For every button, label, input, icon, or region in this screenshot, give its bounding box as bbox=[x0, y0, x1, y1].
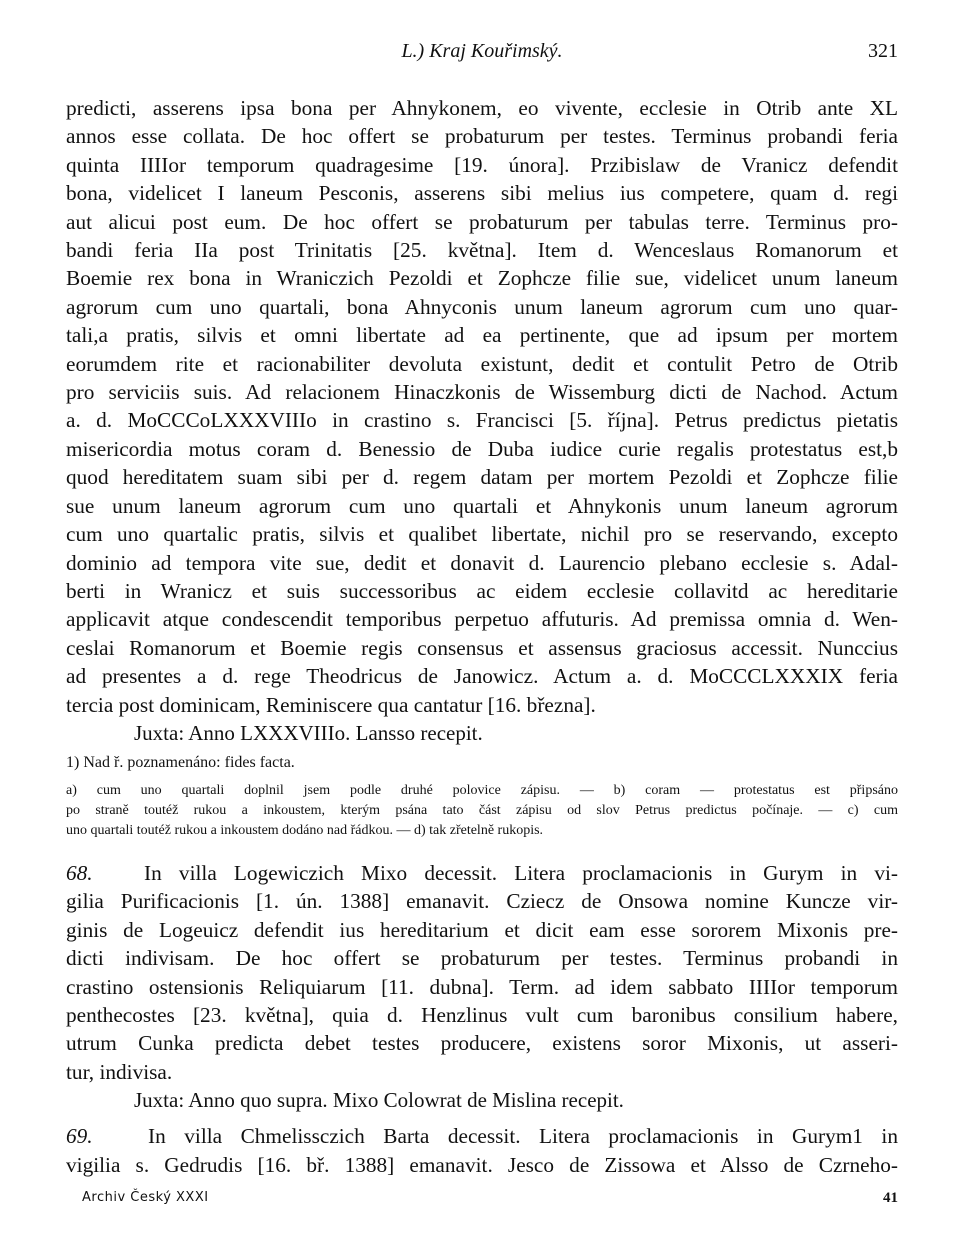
text-line: Boemie rex bona in Wraniczich Pezoldi et Zophcze filie sue, videlicet unum laneum bbox=[66, 266, 898, 291]
text-line: annos esse collata. De hoc offert se probaturum per testes. Terminus probandi feria bbox=[66, 124, 898, 149]
text-line: tali,a pratis, silvis et omni libertate ad ea pertinente, que ad ipsum per mortem bbox=[66, 323, 898, 348]
text-line: ceslai Romanorum et Boemie regis consensus et assensus graciosus accessit. Nunccius bbox=[66, 635, 898, 660]
text-line bbox=[66, 859, 898, 887]
juxta-note: Juxta: Anno quo supra. Mixo Colowrat de Mislina recepit. bbox=[134, 1088, 624, 1113]
text-line-body: In villa Logewiczich Mixo decessit. Litera proclamacionis in Gurym in vi- bbox=[144, 860, 898, 885]
text-line-body: In villa Chmelissczich Barta decessit. Litera proclamacionis in Gurym1 in bbox=[148, 1124, 898, 1149]
text-line: bandi feria IIa post Trinitatis [25. května]. Item d. Wenceslaus Romanorum et bbox=[66, 238, 898, 263]
text-line: applicavit atque condescendit temporibus perpetuo affuturis. Ad premissa omnia d. Wen- bbox=[66, 607, 898, 632]
text-line: cum uno quartalic pratis, silvis et qualibet libertate, nichil pro se reservando, excepto bbox=[66, 522, 898, 547]
text-line: tur, indivisa. bbox=[66, 1059, 173, 1084]
text-line: aut alicui post eum. De hoc offert se probaturum per tabulas terre. Terminus pro- bbox=[66, 209, 898, 234]
note-line: a) cum uno quartali doplnil jsem podle druhé polovice zápisu. — b) coram — protestatus est připsáno bbox=[66, 782, 898, 798]
apparatus-notes bbox=[66, 781, 898, 841]
text-line: gilia Purificacionis [1. ún. 1388] emanavit. Cziecz de Onsowa nomine Kuncze vir- bbox=[66, 889, 898, 914]
volume-signature: Archiv Český XXXI bbox=[82, 1190, 209, 1205]
text-line: vigilia s. Gedrudis [16. bř. 1388] emanavit. Jesco de Zissowa et Alsso de Czrneho- bbox=[66, 1152, 898, 1177]
document-page bbox=[66, 40, 898, 1179]
page-footer bbox=[66, 1190, 898, 1214]
juxta-note: Juxta: Anno LXXXVIIIo. Lansso recepit. bbox=[134, 720, 483, 745]
main-paragraph bbox=[66, 94, 898, 719]
note-line: po straně toutéž rukou a inkoustem, kterým psána tato část zápisu od slov Petrus predictus počínaje. — c) cum bbox=[66, 802, 898, 818]
entry-69 bbox=[66, 1122, 898, 1179]
note-line: uno quartali toutéž rukou a inkoustem dodáno nad řádkou. — d) tak zřetelně rukopis. bbox=[66, 822, 544, 838]
text-line: berti in Wranicz et suis successoribus ac eidem ecclesie collavitd ac hereditarie bbox=[66, 578, 898, 603]
text-line: tercia post dominicam, Reminiscere qua cantatur [16. března]. bbox=[66, 692, 596, 717]
text-line: dominio ad tempora vite sue, dedit et donavit d. Laurencio plebano ecclesie s. Adal- bbox=[66, 550, 898, 575]
running-head: L.) Kraj Kouřimský. bbox=[401, 40, 563, 62]
page-number: 321 bbox=[868, 40, 898, 62]
page-header bbox=[66, 40, 898, 74]
text-line: agrorum cum uno quartali, bona Ahnyconis unum laneum agrorum cum uno quar- bbox=[66, 294, 898, 319]
text-line: penthecostes [23. května], quia d. Henzlinus vult cum baronibus consilium habere, bbox=[66, 1002, 898, 1027]
text-line: quod hereditatem suam sibi per d. regem datam per mortem Pezoldi et Zophcze filie bbox=[66, 465, 898, 490]
sheet-number: 41 bbox=[883, 1190, 898, 1206]
text-line: ginis de Logeuicz defendit ius hereditarium et dicit eam esse sororem Mixonis pre- bbox=[66, 917, 898, 942]
entry-number: 69. bbox=[66, 1124, 93, 1149]
text-line: quinta IIIIor temporum quadragesime [19. února]. Przibislaw de Vranicz defendit bbox=[66, 152, 898, 177]
text-line: predicti, asserens ipsa bona per Ahnykonem, eo vivente, ecclesie in Otrib ante XL bbox=[66, 96, 898, 120]
text-line: utrum Cunka predicta debet testes producere, existens soror Mixonis, ut asseri- bbox=[66, 1031, 898, 1056]
entry-paragraph bbox=[66, 859, 898, 1086]
text-line: pro serviciis suis. Ad relacionem Hinaczkonis de Wissemburg dicti de Nachod. Actum bbox=[66, 380, 898, 405]
text-line: ad presentes a d. rege Theodricus de Janowicz. Actum a. d. MoCCCLXXXIX feria bbox=[66, 664, 898, 689]
footnote: 1) Nad ř. poznamenáno: fides facta. bbox=[66, 753, 295, 771]
text-line: dicti indivisam. De hoc offert se probaturum per testes. Terminus probandi in bbox=[66, 946, 898, 971]
text-line: bona, videlicet I laneum Pesconis, asserens sibi melius ius competere, quam d. regi bbox=[66, 181, 898, 206]
text-line bbox=[66, 1122, 898, 1150]
entry-paragraph bbox=[66, 1122, 898, 1179]
text-line: misericordia motus coram d. Benessio de Duba iudice curie regalis protestatus est,b bbox=[66, 436, 898, 461]
text-line: crastino ostensionis Reliquiarum [11. dubna]. Term. ad idem sabbato IIIIor temporum bbox=[66, 974, 898, 999]
entry-68 bbox=[66, 859, 898, 1114]
text-line: sue unum laneum agrorum cum uno quartali et Ahnykonis unum laneum agrorum bbox=[66, 493, 898, 518]
text-line: eorumdem rite et racionabiliter devoluta existunt, dedit et contulit Petro de Otrib bbox=[66, 351, 898, 376]
entry-number: 68. bbox=[66, 860, 93, 885]
text-line: a. d. MoCCCoLXXXVIIIo in crastino s. Francisci [5. října]. Petrus predictus pietatis bbox=[66, 408, 898, 433]
